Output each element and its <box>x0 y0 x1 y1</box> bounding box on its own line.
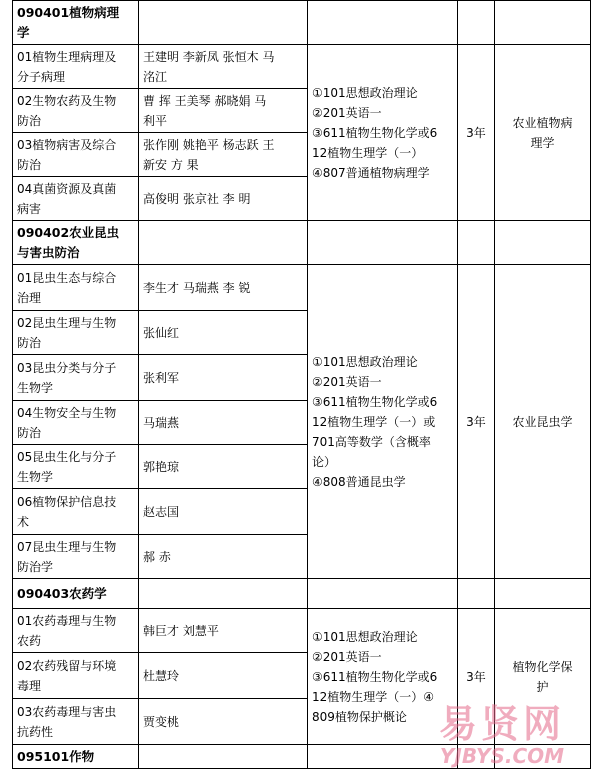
advisors-line: 马瑞燕 <box>143 415 180 430</box>
research-direction <box>13 45 139 89</box>
advisors-line: 赵志国 <box>143 504 180 519</box>
empty-cell <box>139 221 308 265</box>
college-name-line: 理学 <box>530 135 555 150</box>
discipline-title-line: 090401植物病理 <box>17 4 120 20</box>
advisors-line: 洺江 <box>143 69 168 84</box>
research-direction-line: 防治 <box>17 157 42 172</box>
empty-cell <box>308 221 458 265</box>
advisors <box>139 445 308 489</box>
research-direction <box>13 699 139 745</box>
table-row <box>13 609 591 653</box>
exam-subjects <box>308 265 458 579</box>
section-header-row <box>13 579 591 609</box>
advisors <box>139 401 308 445</box>
advisors <box>139 311 308 355</box>
college-name-line: 农业植物病 <box>512 115 573 130</box>
research-direction-line: 术 <box>17 514 30 529</box>
research-direction-line: 06植物保护信息技 <box>17 494 117 509</box>
research-direction-line: 01昆虫生态与综合 <box>17 270 117 285</box>
exam-subject-line: ④807普通植物病理学 <box>312 165 430 180</box>
exam-subject-line: ③611植物生物化学或6 <box>312 394 438 409</box>
exam-subject-line: 12植物生理学（一） <box>312 145 424 160</box>
research-direction-line: 防治 <box>17 425 42 440</box>
exam-subject-line: 701高等数学（含概率 <box>312 434 431 449</box>
exam-subject-line: ②201英语一 <box>312 374 382 389</box>
advisors-line: 王建明 李新凤 张恒木 马 <box>143 49 275 64</box>
discipline-title <box>13 579 139 609</box>
advisors-line: 杜慧玲 <box>143 668 180 683</box>
exam-subject-line: ③611植物生物化学或6 <box>312 669 438 684</box>
discipline-title-line: 与害虫防治 <box>17 244 80 260</box>
empty-cell <box>139 745 308 769</box>
advisors <box>139 265 308 311</box>
research-direction-line: 病害 <box>17 201 42 216</box>
exam-subject-line: ④808普通昆虫学 <box>312 474 406 489</box>
research-direction <box>13 445 139 489</box>
discipline-title <box>13 745 139 769</box>
advisors-line: 高俊明 张京社 李 明 <box>143 191 251 206</box>
research-direction-line: 生物学 <box>17 380 54 395</box>
exam-subject-line: ①101思想政治理论 <box>312 629 418 644</box>
research-direction <box>13 355 139 401</box>
advisors <box>139 489 308 535</box>
research-direction-line: 防治 <box>17 335 42 350</box>
research-direction-line: 01农药毒理与生物 <box>17 613 117 628</box>
research-direction <box>13 653 139 699</box>
research-direction-line: 04生物安全与生物 <box>17 405 117 420</box>
advisors-line: 新安 方 果 <box>143 157 199 172</box>
empty-cell <box>308 745 458 769</box>
research-direction-line: 防治学 <box>17 559 54 574</box>
research-direction <box>13 311 139 355</box>
empty-cell <box>139 579 308 609</box>
section-header-row <box>13 1 591 45</box>
college-name-line: 植物化学保 <box>512 659 573 674</box>
research-direction <box>13 133 139 177</box>
discipline-title-line: 090403农药学 <box>17 585 107 601</box>
college-name-line: 护 <box>536 679 549 694</box>
exam-subject-line: ②201英语一 <box>312 649 382 664</box>
exam-subject-line: ①101思想政治理论 <box>312 354 418 369</box>
advisors-line: 张利军 <box>143 370 180 385</box>
study-years: 3年 <box>458 265 495 579</box>
college-name <box>495 45 591 221</box>
research-direction-line: 03农药毒理与害虫 <box>17 704 117 719</box>
study-years: 3年 <box>458 45 495 221</box>
table-row <box>13 265 591 311</box>
advisors <box>139 609 308 653</box>
research-direction-line: 抗药性 <box>17 724 54 739</box>
research-direction-line: 生物学 <box>17 469 54 484</box>
section-header-row <box>13 221 591 265</box>
research-direction-line: 05昆虫生化与分子 <box>17 449 117 464</box>
research-direction-line: 02农药残留与环境 <box>17 658 117 673</box>
empty-cell <box>495 745 591 769</box>
empty-cell <box>139 1 308 45</box>
empty-cell <box>458 579 495 609</box>
empty-cell <box>308 1 458 45</box>
research-direction <box>13 401 139 445</box>
advisors-line: 郭艳琼 <box>143 459 180 474</box>
advisors-line: 张仙红 <box>143 325 180 340</box>
study-years: 3年 <box>458 609 495 745</box>
research-direction-line: 03昆虫分类与分子 <box>17 360 117 375</box>
research-direction-line: 03植物病害及综合 <box>17 137 117 152</box>
research-direction-line: 02生物农药及生物 <box>17 93 117 108</box>
advisors <box>139 177 308 221</box>
research-direction <box>13 177 139 221</box>
advisors <box>139 133 308 177</box>
research-direction-line: 07昆虫生理与生物 <box>17 539 117 554</box>
research-direction-line: 02昆虫生理与生物 <box>17 315 117 330</box>
advisors <box>139 699 308 745</box>
discipline-title-line: 095101作物 <box>17 748 95 764</box>
table-row <box>13 45 591 89</box>
college-name <box>495 609 591 745</box>
exam-subject-line: 12植物生理学（一）④ <box>312 689 435 704</box>
research-direction-line: 治理 <box>17 290 42 305</box>
empty-cell <box>495 221 591 265</box>
research-direction-line: 01植物生理病理及 <box>17 49 117 64</box>
college-name <box>495 265 591 579</box>
discipline-title <box>13 221 139 265</box>
exam-subject-line: 12植物生理学（一）或 <box>312 414 436 429</box>
empty-cell <box>495 1 591 45</box>
exam-subject-line: ①101思想政治理论 <box>312 85 418 100</box>
exam-subject-line: 论） <box>312 454 337 469</box>
research-direction <box>13 89 139 133</box>
advisors <box>139 45 308 89</box>
advisors-line: 贾变桃 <box>143 714 180 729</box>
advisors <box>139 535 308 579</box>
research-direction <box>13 535 139 579</box>
section-header-row <box>13 745 591 769</box>
advisors <box>139 89 308 133</box>
exam-subject-line: ③611植物生物化学或6 <box>312 125 438 140</box>
research-direction <box>13 489 139 535</box>
advisors-line: 韩巨才 刘慧平 <box>143 623 219 638</box>
research-direction-line: 分子病理 <box>17 69 66 84</box>
empty-cell <box>308 579 458 609</box>
advisors <box>139 355 308 401</box>
advisors-line: 李生才 马瑞燕 李 锐 <box>143 280 251 295</box>
advisors-line: 利平 <box>143 113 168 128</box>
discipline-title <box>13 1 139 45</box>
exam-subject-line: ②201英语一 <box>312 105 382 120</box>
exam-subjects <box>308 45 458 221</box>
discipline-title-line: 090402农业昆虫 <box>17 224 120 240</box>
advisors-line: 曹 挥 王美琴 郝晓娟 马 <box>143 93 267 108</box>
college-name-line: 农业昆虫学 <box>512 414 573 429</box>
empty-cell <box>458 1 495 45</box>
advisors <box>139 653 308 699</box>
watermark-text: 易贤网 <box>438 702 565 746</box>
research-direction <box>13 609 139 653</box>
advisors-line: 张作刚 姚艳平 杨志跃 王 <box>143 137 275 152</box>
research-direction-line: 04真菌资源及真菌 <box>17 181 117 196</box>
empty-cell <box>458 745 495 769</box>
empty-cell <box>495 579 591 609</box>
research-direction-line: 毒理 <box>17 678 42 693</box>
exam-subject-line: 809植物保护概论 <box>312 709 407 724</box>
research-direction-line: 防治 <box>17 113 42 128</box>
discipline-title-line: 学 <box>17 24 30 40</box>
research-direction-line: 农药 <box>17 633 42 648</box>
research-direction <box>13 265 139 311</box>
exam-subjects <box>308 609 458 745</box>
watermark-url: YJBYS.COM <box>439 744 565 768</box>
program-table <box>12 0 591 769</box>
advisors-line: 郝 赤 <box>143 549 171 564</box>
empty-cell <box>458 221 495 265</box>
